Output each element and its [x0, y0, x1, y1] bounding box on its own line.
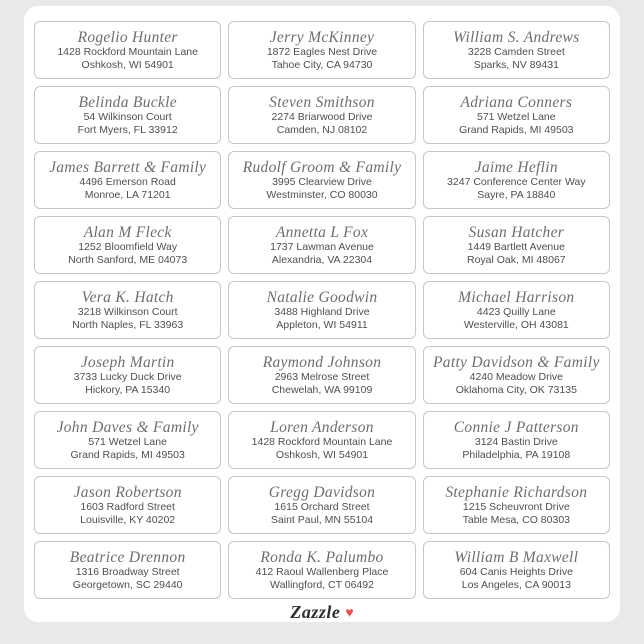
recipient-name: Steven Smithson	[269, 93, 375, 111]
address-label	[34, 21, 221, 79]
street-address: 1603 Radford Street	[80, 500, 175, 513]
recipient-name: Annetta L Fox	[275, 223, 369, 241]
address-label	[228, 411, 415, 469]
address-label	[228, 281, 415, 339]
address-label	[228, 216, 415, 274]
city-state-zip: Royal Oak, MI 48067	[467, 253, 566, 266]
address-label	[34, 281, 221, 339]
address-label	[34, 151, 221, 209]
street-address: 1872 Eagles Nest Drive	[266, 45, 378, 58]
street-address: 4496 Emerson Road	[79, 175, 176, 188]
recipient-name: Jason Robertson	[73, 483, 182, 501]
recipient-name: William S. Andrews	[453, 28, 580, 46]
city-state-zip: Philadelphia, PA 19108	[462, 448, 571, 461]
heart-icon: ♥	[345, 604, 354, 620]
street-address: 571 Wetzel Lane	[88, 435, 167, 448]
label-grid	[34, 21, 610, 599]
street-address: 1449 Bartlett Avenue	[467, 240, 565, 253]
address-label	[423, 346, 610, 404]
street-address: 1316 Broadway Street	[75, 565, 180, 578]
street-address: 1252 Bloomfield Way	[78, 240, 178, 253]
recipient-name: Natalie Goodwin	[266, 288, 378, 306]
street-address: 4240 Meadow Drive	[469, 370, 564, 383]
street-address: 1428 Rockford Mountain Lane	[57, 45, 198, 58]
city-state-zip: Sayre, PA 18840	[477, 188, 556, 201]
street-address: 3247 Conference Center Way	[447, 175, 586, 188]
recipient-name: Belinda Buckle	[78, 93, 177, 111]
street-address: 1428 Rockford Mountain Lane	[251, 435, 393, 448]
street-address: 1615 Orchard Street	[274, 500, 370, 513]
city-state-zip: Grand Rapids, MI 49503	[459, 123, 574, 136]
recipient-name: Vera K. Hatch	[81, 288, 174, 306]
recipient-name: Jaime Heflin	[474, 158, 558, 176]
recipient-name: John Daves & Family	[56, 418, 199, 436]
address-label	[228, 346, 415, 404]
street-address: 4423 Quilly Lane	[476, 305, 556, 318]
recipient-name: Raymond Johnson	[262, 353, 382, 371]
city-state-zip: Wallingford, CT 06492	[270, 578, 374, 591]
recipient-name: Adriana Conners	[460, 93, 573, 111]
city-state-zip: Camden, NJ 08102	[276, 123, 368, 136]
city-state-zip: North Sanford, ME 04073	[68, 253, 188, 266]
street-address: 2274 Briarwood Drive	[271, 110, 373, 123]
address-label	[34, 411, 221, 469]
city-state-zip: Los Angeles, CA 90013	[461, 578, 571, 591]
city-state-zip: Westerville, OH 43081	[463, 318, 569, 331]
city-state-zip: Appleton, WI 54911	[276, 318, 368, 331]
city-state-zip: Table Mesa, CO 80303	[462, 513, 571, 526]
street-address: 3228 Camden Street	[467, 45, 565, 58]
address-label	[423, 86, 610, 144]
address-label	[228, 151, 415, 209]
city-state-zip: Oshkosh, WI 54901	[275, 448, 369, 461]
address-label	[34, 346, 221, 404]
city-state-zip: Saint Paul, MN 55104	[270, 513, 374, 526]
recipient-name: Susan Hatcher	[468, 223, 565, 241]
street-address: 3733 Lucky Duck Drive	[73, 370, 182, 383]
address-label	[423, 281, 610, 339]
recipient-name: Rudolf Groom & Family	[242, 158, 402, 176]
address-label-sheet	[24, 6, 620, 622]
recipient-name: Michael Harrison	[458, 288, 575, 306]
recipient-name: Alan M Fleck	[83, 223, 172, 241]
recipient-name: Joseph Martin	[80, 353, 175, 371]
address-label	[228, 21, 415, 79]
recipient-name: James Barrett & Family	[49, 158, 207, 176]
address-label	[423, 151, 610, 209]
address-label	[34, 86, 221, 144]
street-address: 3124 Bastin Drive	[474, 435, 558, 448]
street-address: 3995 Clearview Drive	[272, 175, 372, 188]
city-state-zip: Georgetown, SC 29440	[72, 578, 183, 591]
street-address: 1215 Scheuvront Drive	[462, 500, 570, 513]
recipient-name: Ronda K. Palumbo	[260, 548, 384, 566]
zazzle-branding	[34, 601, 610, 623]
street-address: 571 Wetzel Lane	[477, 110, 556, 123]
zazzle-logo: Zazzle	[290, 601, 341, 622]
address-label	[34, 541, 221, 599]
address-label	[228, 476, 415, 534]
city-state-zip: Hickory, PA 15340	[85, 383, 171, 396]
city-state-zip: North Naples, FL 33963	[72, 318, 184, 331]
city-state-zip: Tahoe City, CA 94730	[271, 58, 373, 71]
recipient-name: Patty Davidson & Family	[433, 353, 600, 371]
address-label	[228, 86, 415, 144]
city-state-zip: Oklahoma City, OK 73135	[455, 383, 577, 396]
city-state-zip: Westminster, CO 80030	[266, 188, 378, 201]
street-address: 3218 Wilkinson Court	[77, 305, 178, 318]
street-address: 54 Wilkinson Court	[83, 110, 172, 123]
city-state-zip: Alexandria, VA 22304	[271, 253, 373, 266]
recipient-name: Rogelio Hunter	[77, 28, 178, 46]
recipient-name: Stephanie Richardson	[445, 483, 588, 501]
city-state-zip: Grand Rapids, MI 49503	[70, 448, 185, 461]
street-address: 1737 Lawman Avenue	[270, 240, 374, 253]
city-state-zip: Chewelah, WA 99109	[271, 383, 373, 396]
city-state-zip: Louisville, KY 40202	[80, 513, 176, 526]
address-label	[423, 476, 610, 534]
address-label	[423, 411, 610, 469]
recipient-name: William B Maxwell	[454, 548, 579, 566]
street-address: 2963 Melrose Street	[274, 370, 370, 383]
city-state-zip: Monroe, LA 71201	[84, 188, 171, 201]
street-address: 604 Canis Heights Drive	[459, 565, 573, 578]
recipient-name: Connie J Patterson	[453, 418, 579, 436]
street-address: 3488 Highland Drive	[274, 305, 370, 318]
address-label	[423, 216, 610, 274]
street-address: 412 Raoul Wallenberg Place	[255, 565, 389, 578]
recipient-name: Jerry McKinney	[269, 28, 375, 46]
address-label	[423, 541, 610, 599]
recipient-name: Loren Anderson	[270, 418, 374, 436]
recipient-name: Gregg Davidson	[268, 483, 376, 501]
address-label	[228, 541, 415, 599]
address-label	[34, 476, 221, 534]
address-label	[423, 21, 610, 79]
city-state-zip: Sparks, NV 89431	[473, 58, 559, 71]
city-state-zip: Oshkosh, WI 54901	[81, 58, 174, 71]
city-state-zip: Fort Myers, FL 33912	[77, 123, 178, 136]
recipient-name: Beatrice Drennon	[69, 548, 186, 566]
address-label	[34, 216, 221, 274]
